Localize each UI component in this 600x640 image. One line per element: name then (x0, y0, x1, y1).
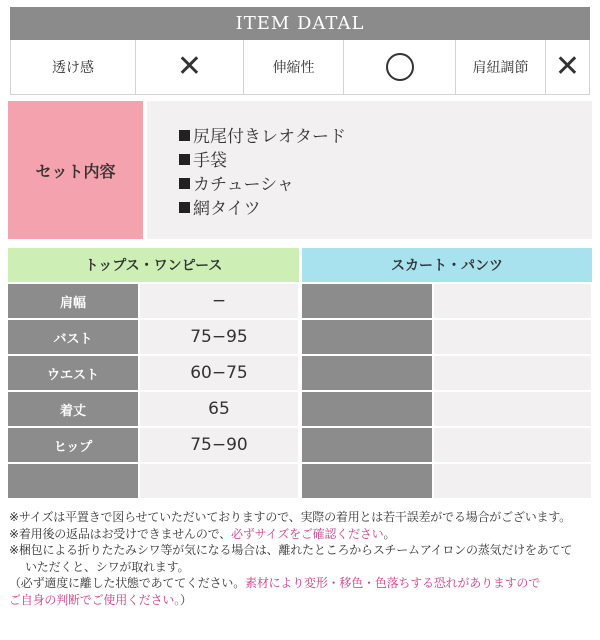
size-value-shoulder: − (140, 284, 298, 318)
size-label-bust: バスト (8, 320, 138, 354)
skirt-value-cell (434, 428, 591, 462)
square-bullet-icon (179, 130, 190, 141)
attr-label-strap-adjust: 肩紐調節 (456, 40, 546, 94)
table-row (8, 392, 592, 426)
skirt-value-cell (434, 320, 591, 354)
set-contents (8, 101, 592, 239)
note-line: ※サイズは平置きで図らせていただいておりますので、実際の着用とは若干誤差がでる場合がございます。 (9, 510, 571, 524)
size-value-hip: 75−90 (140, 428, 298, 462)
skirt-value-cell (434, 356, 591, 390)
table-row (8, 464, 592, 498)
skirt-value-cell (434, 392, 591, 426)
skirt-label-cell (302, 392, 432, 426)
note-line: いただくと、シワが取れます。 (25, 559, 190, 574)
note-line: ご自身の判断でご使用ください。） (9, 592, 192, 607)
list-item: 網タイツ (179, 197, 592, 221)
tops-header: トップス・ワンピース (8, 248, 299, 282)
table-row (8, 320, 592, 354)
cross-icon: ✕ (554, 49, 581, 84)
size-table (8, 284, 592, 500)
item-data-header: ITEM DATAL (10, 7, 590, 40)
note-line: ※着用後の返品はお受けできませんので、必ずサイズをご確認ください。 (9, 526, 396, 541)
size-label-shoulder: 肩幅 (8, 284, 138, 318)
table-row (8, 284, 592, 318)
size-value-bust: 75−95 (140, 320, 298, 354)
size-label-length: 着丈 (8, 392, 138, 426)
skirt-label-cell (302, 428, 432, 462)
size-label-hip: ヒップ (8, 428, 138, 462)
attr-mark-transparency (136, 40, 244, 94)
skirt-label-cell (302, 284, 432, 318)
skirt-header: スカート・パンツ (302, 248, 592, 282)
skirt-label-cell (302, 356, 432, 390)
list-item: カチューシャ (179, 173, 592, 197)
skirt-value-cell (434, 464, 591, 498)
size-value-length: 65 (140, 392, 298, 426)
set-contents-list (147, 101, 592, 239)
size-value-empty (140, 464, 298, 498)
attr-label-transparency: 透け感 (11, 40, 136, 94)
cross-icon: ✕ (176, 49, 203, 84)
list-item: 尻尾付きレオタード (179, 125, 592, 149)
square-bullet-icon (179, 178, 190, 189)
size-label-waist: ウエスト (8, 356, 138, 390)
skirt-label-cell (302, 320, 432, 354)
size-value-waist: 60−75 (140, 356, 298, 390)
square-bullet-icon (179, 154, 190, 165)
skirt-value-cell (434, 284, 591, 318)
skirt-label-cell (302, 464, 432, 498)
table-row (8, 428, 592, 462)
table-row (8, 356, 592, 390)
note-line: （必ず適度に離した状態であててください。素材により変形・移色・色落ちする恐れがありますので (9, 576, 541, 590)
note-line: ※梱包による折りたたみシワ等が気になる場合は、離れたところからスチームアイロンの蒸気だけをあてて (9, 543, 573, 557)
square-bullet-icon (179, 202, 190, 213)
size-label-empty (8, 464, 138, 498)
circle-icon (386, 53, 414, 81)
list-item: 手袋 (179, 149, 592, 173)
attr-mark-stretch (344, 40, 456, 94)
attr-label-stretch: 伸縮性 (244, 40, 344, 94)
attr-mark-strap-adjust (546, 40, 589, 94)
attribute-row (10, 40, 590, 95)
set-contents-label: セット内容 (8, 101, 143, 239)
size-notes (9, 509, 597, 608)
